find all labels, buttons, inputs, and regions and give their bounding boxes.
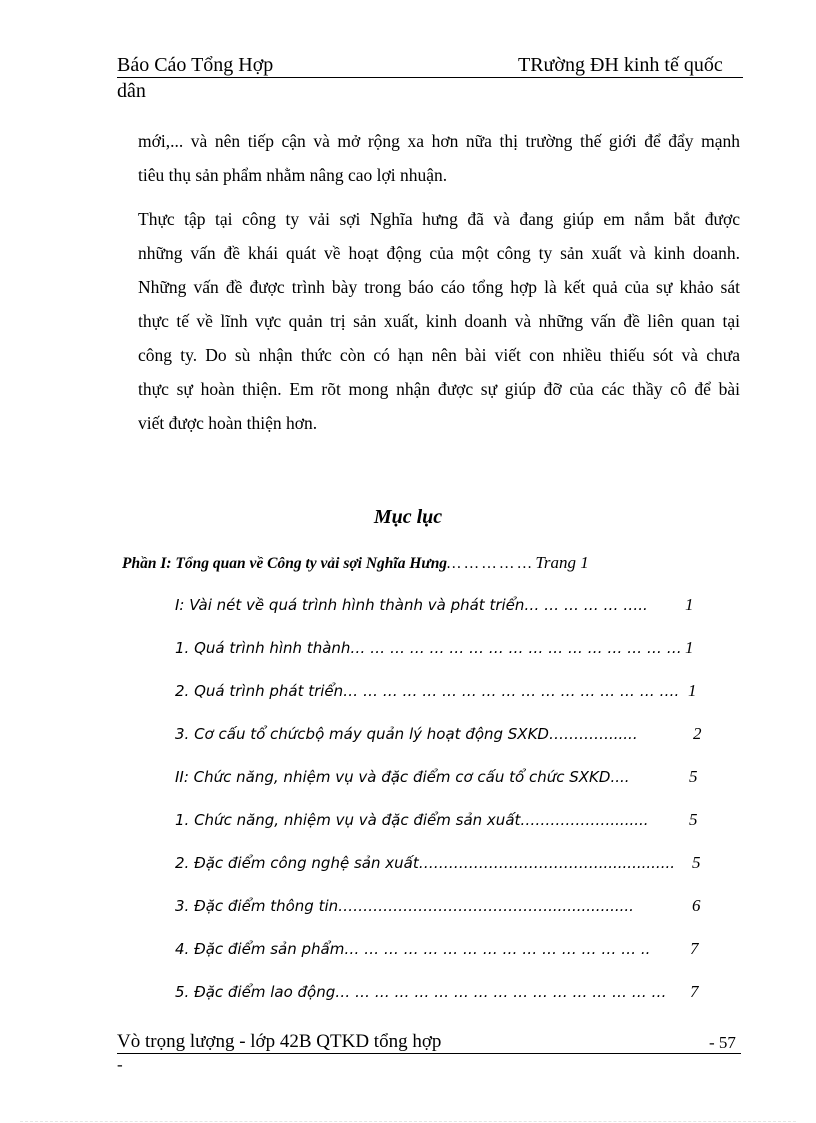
paragraph-line: công ty. Do sù nhận thức còn có hạn nên bài viết con nhiều thiếu sót và chưa: [138, 345, 740, 365]
paragraph-line: viết được hoàn thiện hơn.: [138, 413, 318, 433]
paragraph-1: [138, 124, 740, 192]
toc-item-label: 3. Đặc điểm thông tin: [175, 897, 339, 915]
toc-item-label: II: Chức năng, nhiệm vụ và đặc điểm cơ cấu tổ chức SXKD: [175, 768, 611, 786]
paragraph-line: tiêu thụ sản phẩm nhằm nâng cao lợi nhuận.: [138, 165, 448, 185]
toc-item: [175, 768, 630, 786]
toc-dots: … … … … … … … … … … … … … … … … …: [350, 639, 682, 657]
toc-item: [175, 811, 649, 829]
toc-item-label: 3. Cơ cấu tổ chứcbộ máy quản lý hoạt động SXKD: [175, 725, 549, 743]
toc-item-page: 1: [685, 638, 694, 657]
toc-item-label: 2. Quá trình phát triển: [175, 682, 344, 700]
toc-item-label: 2. Đặc điểm công nghệ sản xuất: [175, 854, 419, 872]
page-bottom-edge: [20, 1121, 796, 1122]
toc-dots: ....: [610, 768, 630, 786]
toc-item-page: 5: [689, 810, 698, 829]
toc-item: [175, 596, 648, 614]
toc-item-page: 1: [688, 681, 697, 700]
paragraph-line: thực sự hoàn thiện. Em rõt mong nhận được sự giúp đỡ của các thầy cô để bài: [138, 379, 740, 399]
toc-part-1: [122, 553, 589, 573]
toc-item-page: 7: [690, 939, 699, 958]
toc-item-page: 6: [692, 896, 701, 915]
toc-dots: … … … … … … … … … … … … … … … … ….: [343, 682, 680, 700]
header-left-title: Báo Cáo Tổng Hợp: [117, 54, 274, 76]
toc-part-label: Phần I: Tổng quan về Công ty vải sợi Nghĩa Hưng: [122, 555, 448, 572]
toc-item: [175, 854, 675, 872]
toc-part-page: Trang 1: [535, 553, 589, 572]
toc-dots: … … … … …: [447, 555, 532, 572]
toc-item-page: 7: [690, 982, 699, 1001]
toc-dots: … … … … … …..: [524, 596, 648, 614]
toc-dots: … … … … … … … … … … … … … … … ..: [344, 940, 651, 958]
toc-item: [175, 639, 682, 657]
paragraph-line: mới,... và nên tiếp cận và mở rộng xa hơn nữa thị trường thế giới để đẩy mạnh: [138, 131, 740, 151]
toc-item-page: 1: [685, 595, 694, 614]
header-right-title-wrap: dân: [117, 80, 146, 102]
paragraph-line: Thực tập tại công ty vải sợi Nghĩa hưng đã và đang giúp em nắm bắt được: [138, 209, 740, 229]
toc-item: [175, 682, 679, 700]
toc-item-label: 4. Đặc điểm sản phẩm: [175, 940, 345, 958]
toc-item-page: 2: [693, 724, 702, 743]
header-rule: [117, 77, 743, 78]
toc-item-page: 5: [689, 767, 698, 786]
toc-item: [175, 940, 650, 958]
paragraph-line: những vấn đề khái quát về hoạt động của một công ty sản xuất và kinh doanh.: [138, 243, 740, 263]
toc-dots: … … … … … … … … … … … … … … … … …: [335, 983, 667, 1001]
footer-rule: [117, 1053, 741, 1054]
paragraph-2: [138, 202, 740, 440]
toc-item-label: I: Vài nét về quá trình hình thành và phát triển: [175, 596, 525, 614]
toc-dots: ………………………………................: [418, 854, 675, 872]
footer-wrap: -: [117, 1055, 123, 1074]
toc-item-label: 1. Quá trình hình thành: [175, 639, 351, 657]
paragraph-line: Những vấn đề được trình bày trong báo cáo tổng hợp là kết quả của sự khảo sát: [138, 277, 740, 297]
toc-item-label: 5. Đặc điểm lao động: [175, 983, 336, 1001]
paragraph-line: thực tế về lĩnh vực quản trị sản xuất, kinh doanh và những vấn đề liên quan tại: [138, 311, 740, 331]
header-right-title: TRường ĐH kinh tế quốc: [518, 54, 723, 76]
toc-dots: …………......: [548, 725, 638, 743]
toc-dots: ………………........: [520, 811, 649, 829]
toc-item-page: 5: [692, 853, 701, 872]
footer-page-number: - 57: [709, 1033, 736, 1052]
toc-dots: ……………………………………..................: [338, 897, 634, 915]
footer-author: Vò trọng lượng - lớp 42B QTKD tổng hợp: [117, 1031, 442, 1052]
toc-item-label: 1. Chức năng, nhiệm vụ và đặc điểm sản xuất: [175, 811, 521, 829]
toc-item: [175, 897, 634, 915]
toc-item: [175, 725, 638, 743]
toc-title: Mục lục: [373, 506, 443, 528]
toc-item: [175, 983, 667, 1001]
